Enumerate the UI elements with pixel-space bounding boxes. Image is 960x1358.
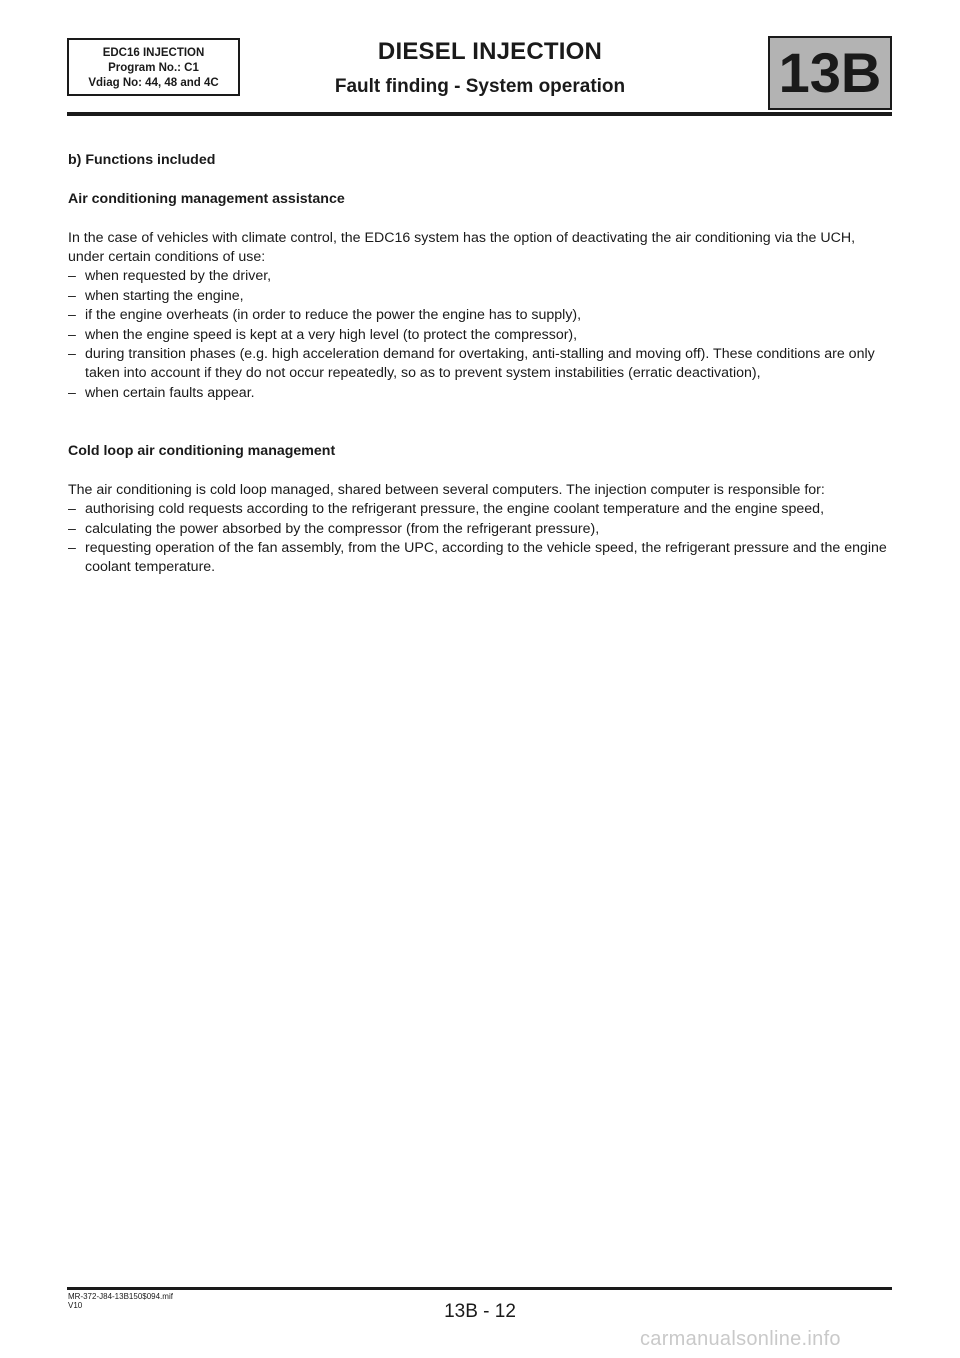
header-box-line-3: Vdiag No: 44, 48 and 4C — [88, 77, 219, 89]
dash-bullet: – — [68, 326, 76, 343]
page-subtitle: Fault finding - System operation — [334, 76, 626, 97]
list-item — [68, 267, 894, 286]
dash-bullet: – — [68, 346, 76, 363]
list-item-text: when certain faults appear. — [85, 384, 255, 401]
header-box-line-2: Program No.: C1 — [108, 62, 199, 74]
page-title: DIESEL INJECTION — [377, 38, 603, 65]
header-box-line-1: EDC16 INJECTION — [102, 47, 205, 59]
footer-divider — [67, 1287, 892, 1290]
footer-file-reference: MR-372-J84-13B150$094.mif — [68, 1292, 173, 1301]
list-item — [68, 500, 894, 519]
site-watermark: carmanualsonline.info — [640, 1328, 841, 1350]
ac-assist-intro: In the case of vehicles with climate control, the EDC16 system has the option of deactivating the air conditioning via the UCH, under certain conditions of use: — [68, 229, 856, 265]
list-item — [68, 326, 894, 345]
section-heading: b) Functions included — [68, 152, 216, 168]
footer-version: V10 — [68, 1301, 83, 1310]
section-code-badge: 13B — [768, 36, 892, 110]
list-item-text: when the engine speed is kept at a very high level (to protect the compressor), — [85, 326, 578, 343]
dash-bullet: – — [68, 307, 76, 324]
list-item-text: when starting the engine, — [85, 287, 244, 304]
list-item-text: if the engine overheats (in order to reduce the power the engine has to supply), — [85, 307, 582, 324]
list-item — [68, 384, 894, 403]
list-item — [68, 345, 894, 384]
dash-bullet: – — [68, 268, 76, 285]
dash-bullet: – — [68, 287, 76, 304]
list-item-text: authorising cold requests according to the refrigerant pressure, the engine coolant temperature and the engine speed, — [85, 501, 825, 518]
list-item-text: requesting operation of the fan assembly, from the UPC, according to the vehicle speed, the refrigerant pressure and the engine coolant temperature. — [85, 540, 887, 576]
dash-bullet: – — [68, 501, 76, 518]
dash-bullet: – — [68, 540, 76, 557]
dash-bullet: – — [68, 384, 76, 401]
list-item-text: during transition phases (e.g. high acceleration demand for overtaking, anti-stalling and moving off). These conditions are only taken into account if they do not occur repeatedly, so as to prevent system instabilities (erratic deactivation), — [85, 346, 875, 382]
header-divider — [67, 112, 892, 116]
cold-loop-intro: The air conditioning is cold loop managed, shared between several computers. The injection computer is responsible for: — [68, 481, 825, 498]
dash-bullet: – — [68, 520, 76, 537]
cold-loop-heading: Cold loop air conditioning management — [68, 443, 336, 460]
ac-assist-heading: Air conditioning management assistance — [68, 190, 345, 207]
list-item — [68, 287, 894, 306]
list-item — [68, 306, 894, 325]
list-item-text: calculating the power absorbed by the compressor (from the refrigerant pressure), — [85, 520, 600, 537]
list-item-text: when requested by the driver, — [85, 268, 272, 285]
list-item — [68, 520, 894, 539]
ac-assist-list — [68, 267, 894, 403]
page-number: 13B - 12 — [444, 1301, 516, 1322]
header-info-box — [67, 38, 240, 96]
cold-loop-list — [68, 500, 894, 578]
list-item — [68, 539, 894, 578]
document-body — [68, 151, 894, 578]
